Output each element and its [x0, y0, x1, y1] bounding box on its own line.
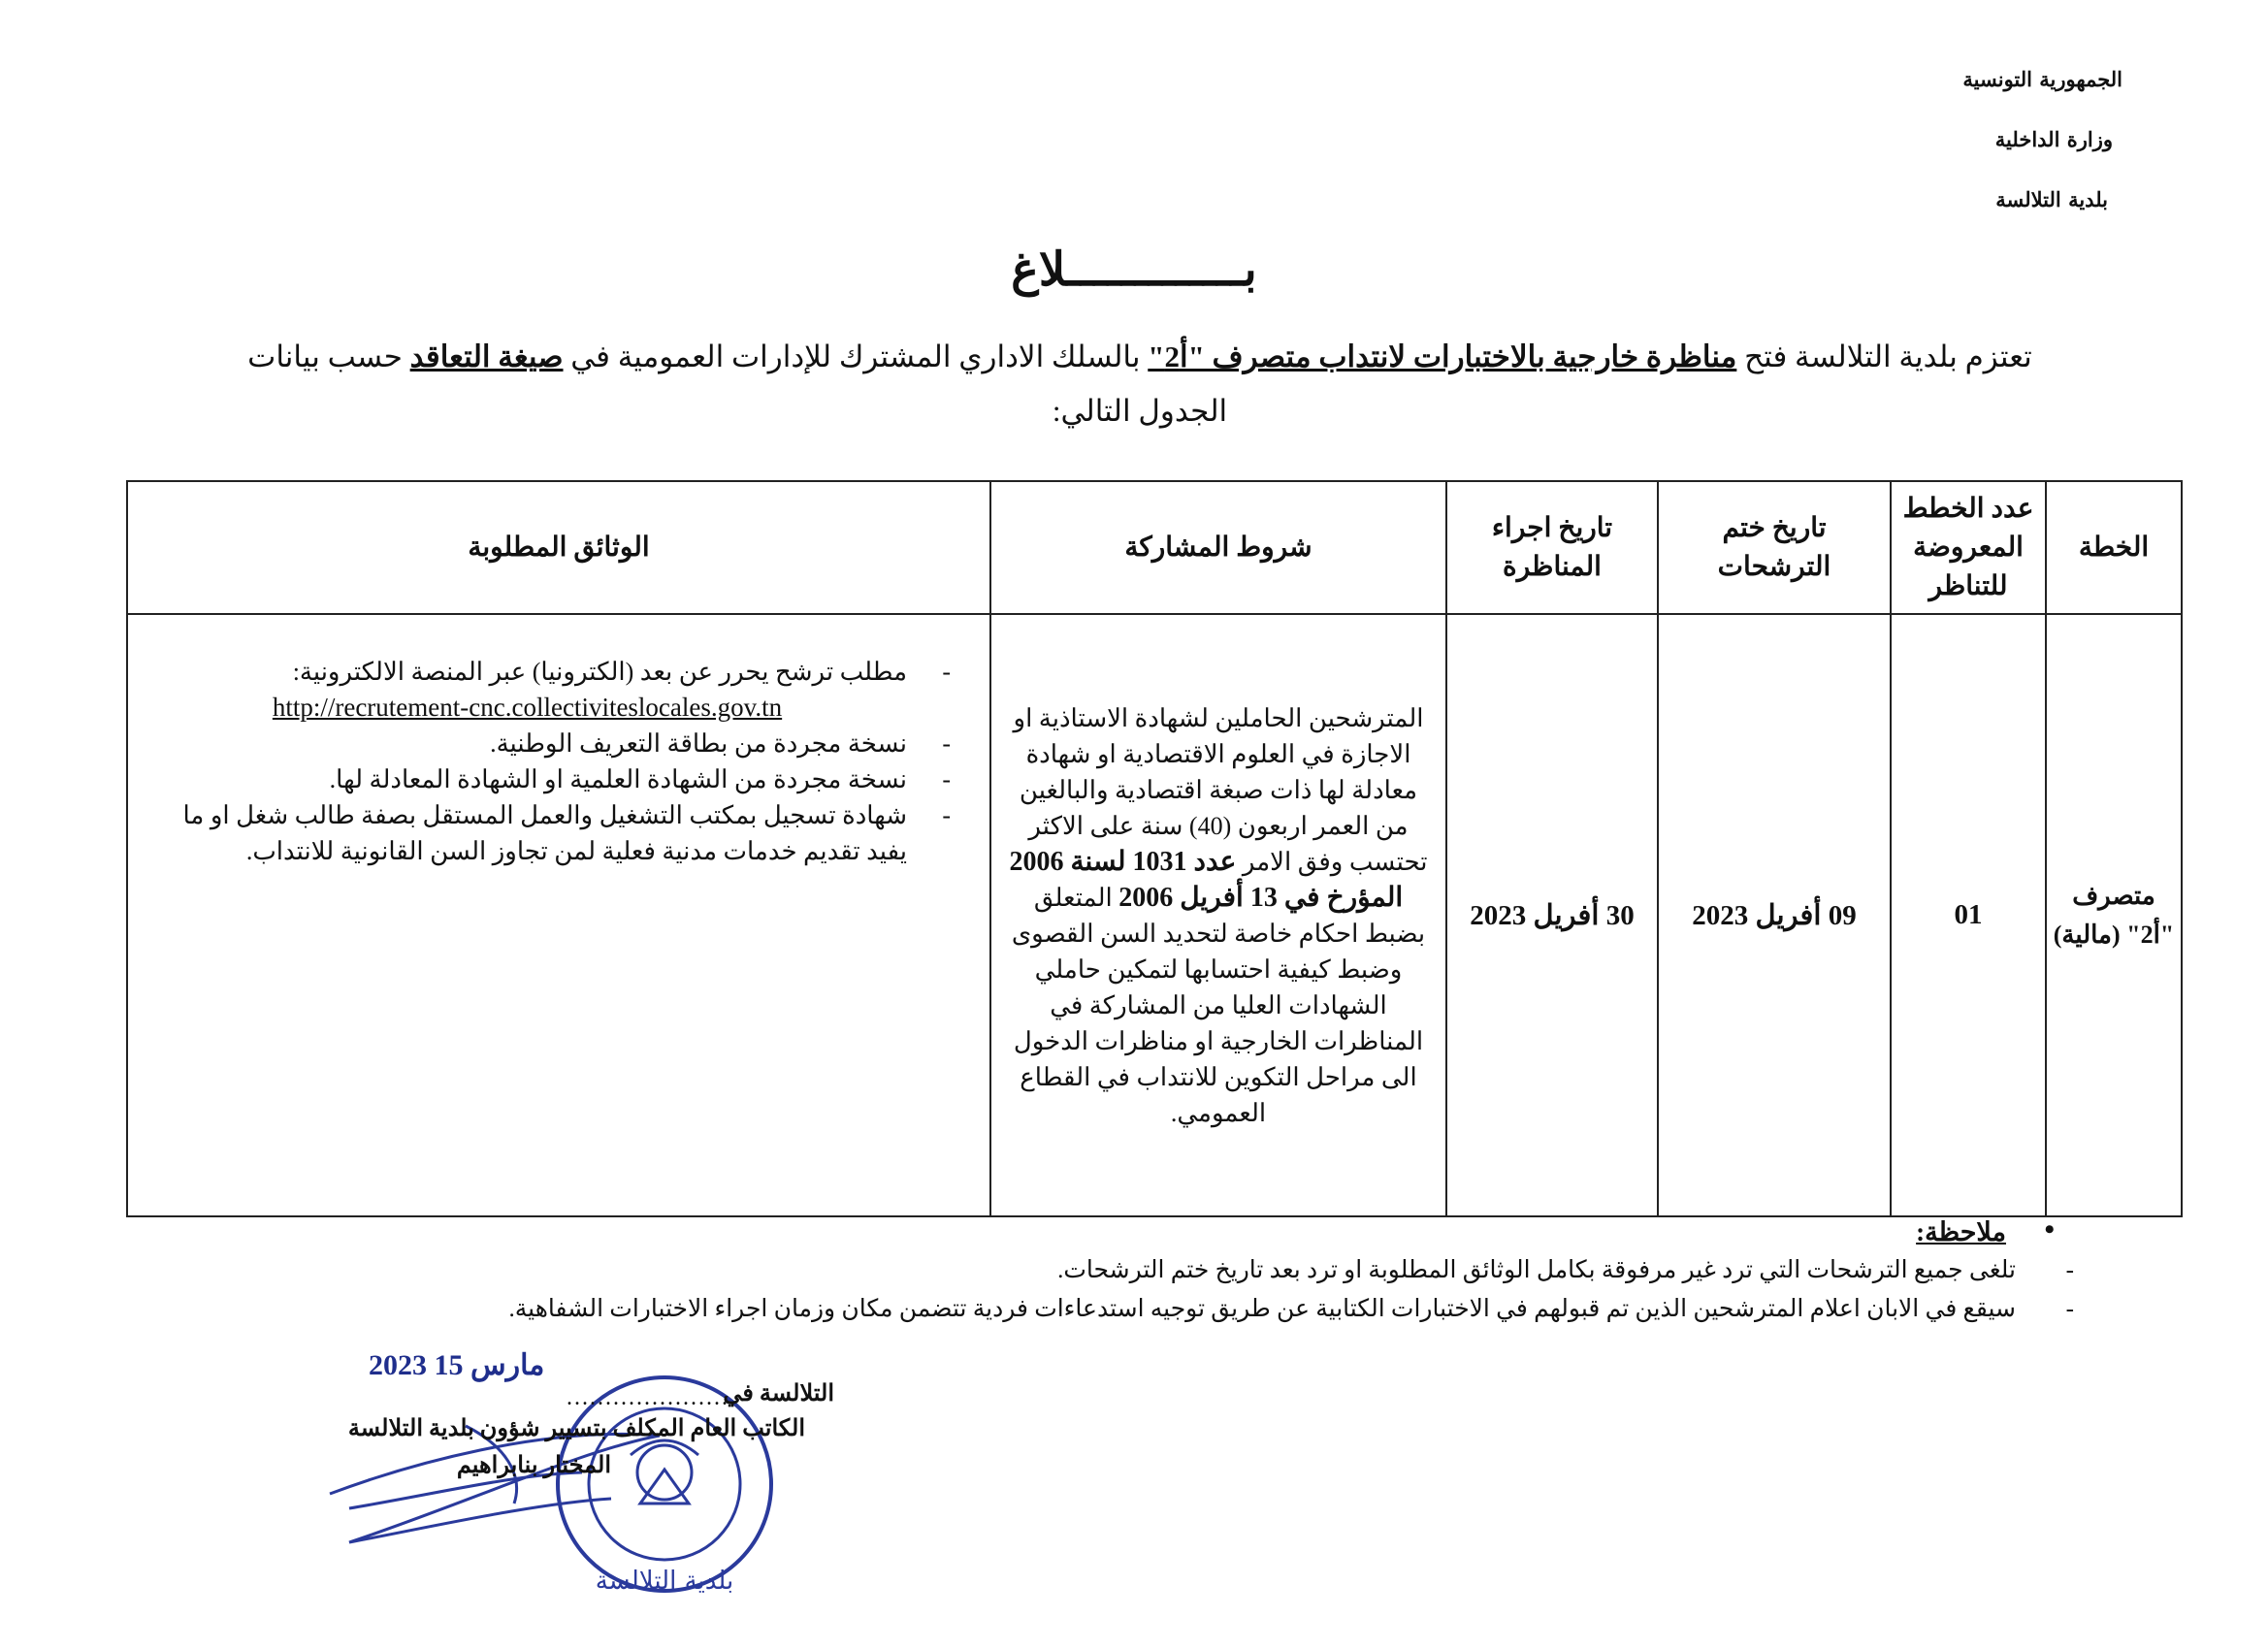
notes-heading: • ملاحظة: — [202, 1212, 2045, 1251]
signatory-name: المختار بنابراهيم — [456, 1453, 611, 1478]
doc-application: مطلب ترشح يحرر عن بعد (الكترونيا) عبر المنصة الالكترونية: — [292, 658, 907, 686]
header-count: عدد الخطط المعروضة للتناظر — [1891, 481, 2046, 614]
conditions-decree: عدد 1031 لسنة 2006 المؤرخ في 13 أفريل 2006 — [1009, 846, 1404, 913]
cell-plan: متصرف "أ2" (مالية) — [2046, 614, 2182, 1216]
list-item — [147, 654, 960, 726]
list-item — [147, 761, 960, 797]
table-row — [127, 614, 2182, 1216]
document-title — [0, 242, 2268, 297]
conditions-text-c: المتعلق بضبط احكام خاصة لتحديد السن القصوى وضبط كيفية احتسابها لتمكين حاملي الشهادات العليا من المشاركة في المناظرات الخارجية او مناظرات الدخول الى مراحل التكوين للانتداب في القطاع العمومي. — [1011, 883, 1426, 1127]
signature-block — [291, 1349, 834, 1649]
list-item — [147, 726, 960, 761]
cell-deadline: 09 أفريل 2023 — [1658, 614, 1891, 1216]
title-text: بـــــــــــــلاغ — [1011, 242, 1257, 297]
table-header-row — [127, 481, 2182, 614]
notes-section — [202, 1212, 2045, 1329]
doc-employment-certificate: شهادة تسجيل بمكتب التشغيل والعمل المستقل بصفة طالب شغل او ما يفيد تقديم خدمات مدنية فعلية لمن تجاوز السن القانونية للانتداب. — [182, 801, 907, 865]
conditions-text-a: المترشحين الحاملين لشهادة الاستاذية او الاجازة في العلوم الاقتصادية او شهادة معادلة لها ذات صبغة اقتصادية والبالغين من العمر اربعون (40) سنة على الاكثر تحتسب وفق الامر — [1013, 703, 1428, 876]
note-item: - تلغى جميع الترشحات التي ترد غير مرفوقة بكامل الوثائق المطلوبة او ترد بعد تاريخ ختم الترشحات. — [202, 1251, 2074, 1290]
doc-diploma-copy: نسخة مجردة من الشهادة العلمية او الشهادة المعادلة لها. — [329, 765, 907, 793]
signature-place: التلالسة في — [723, 1381, 834, 1406]
municipality-name: بلدية التلالسة — [1995, 187, 2108, 211]
cell-exam-date: 30 أفريل 2023 — [1446, 614, 1658, 1216]
ministry-name: وزارة الداخلية — [1994, 127, 2113, 151]
intro-part-1: تعتزم بلدية التلالسة فتح — [1736, 340, 2032, 373]
intro-paragraph — [218, 330, 2061, 438]
handwritten-signature — [330, 1426, 660, 1542]
cell-count: 01 — [1891, 614, 2046, 1216]
signature-dots: ...................... — [567, 1385, 737, 1410]
signature-date: 2023 مارس 15 — [369, 1349, 545, 1381]
stamp-label: بلدية التلالسة — [595, 1567, 734, 1596]
documents-list — [147, 654, 960, 869]
header-conditions: شروط المشاركة — [990, 481, 1446, 614]
country-name: الجمهورية التونسية — [1962, 67, 2122, 91]
intro-competition-label: مناظرة خارجية بالاختبارات لانتداب متصرف "أ2" — [1148, 340, 1737, 373]
doc-id-copy: نسخة مجردة من بطاقة التعريف الوطنية. — [490, 729, 907, 758]
intro-part-2: بالسلك الاداري المشترك للإدارات العمومية في — [563, 340, 1149, 373]
cell-conditions — [990, 614, 1446, 1216]
intro-contract-label: صيغة التعاقد — [409, 340, 564, 373]
positions-table — [126, 480, 2183, 1217]
header-plan: الخطة — [2046, 481, 2182, 614]
header-deadline: تاريخ ختم الترشحات — [1658, 481, 1891, 614]
header-exam-date: تاريخ اجراء المناظرة — [1446, 481, 1658, 614]
note-item: - سيقع في الابان اعلام المترشحين الذين تم قبولهم في الاختبارات الكتابية عن طريق توجيه استدعاءات فردية تتضمن مكان وزمان اجراء الاختبارات الشفاهية. — [202, 1290, 2074, 1329]
letterhead — [1715, 60, 2122, 241]
intro-part-3: حسب بيانات الجدول التالي: — [247, 340, 1228, 428]
platform-link[interactable]: http://recrutement-cnc.collectiviteslocales.gov.tn — [272, 693, 783, 722]
signatory-role: الكاتب العام المكلف بتسيير شؤون بلدية التلالسة — [347, 1416, 805, 1441]
cell-documents — [127, 614, 990, 1216]
list-item — [147, 797, 960, 869]
header-documents: الوثائق المطلوبة — [127, 481, 990, 614]
